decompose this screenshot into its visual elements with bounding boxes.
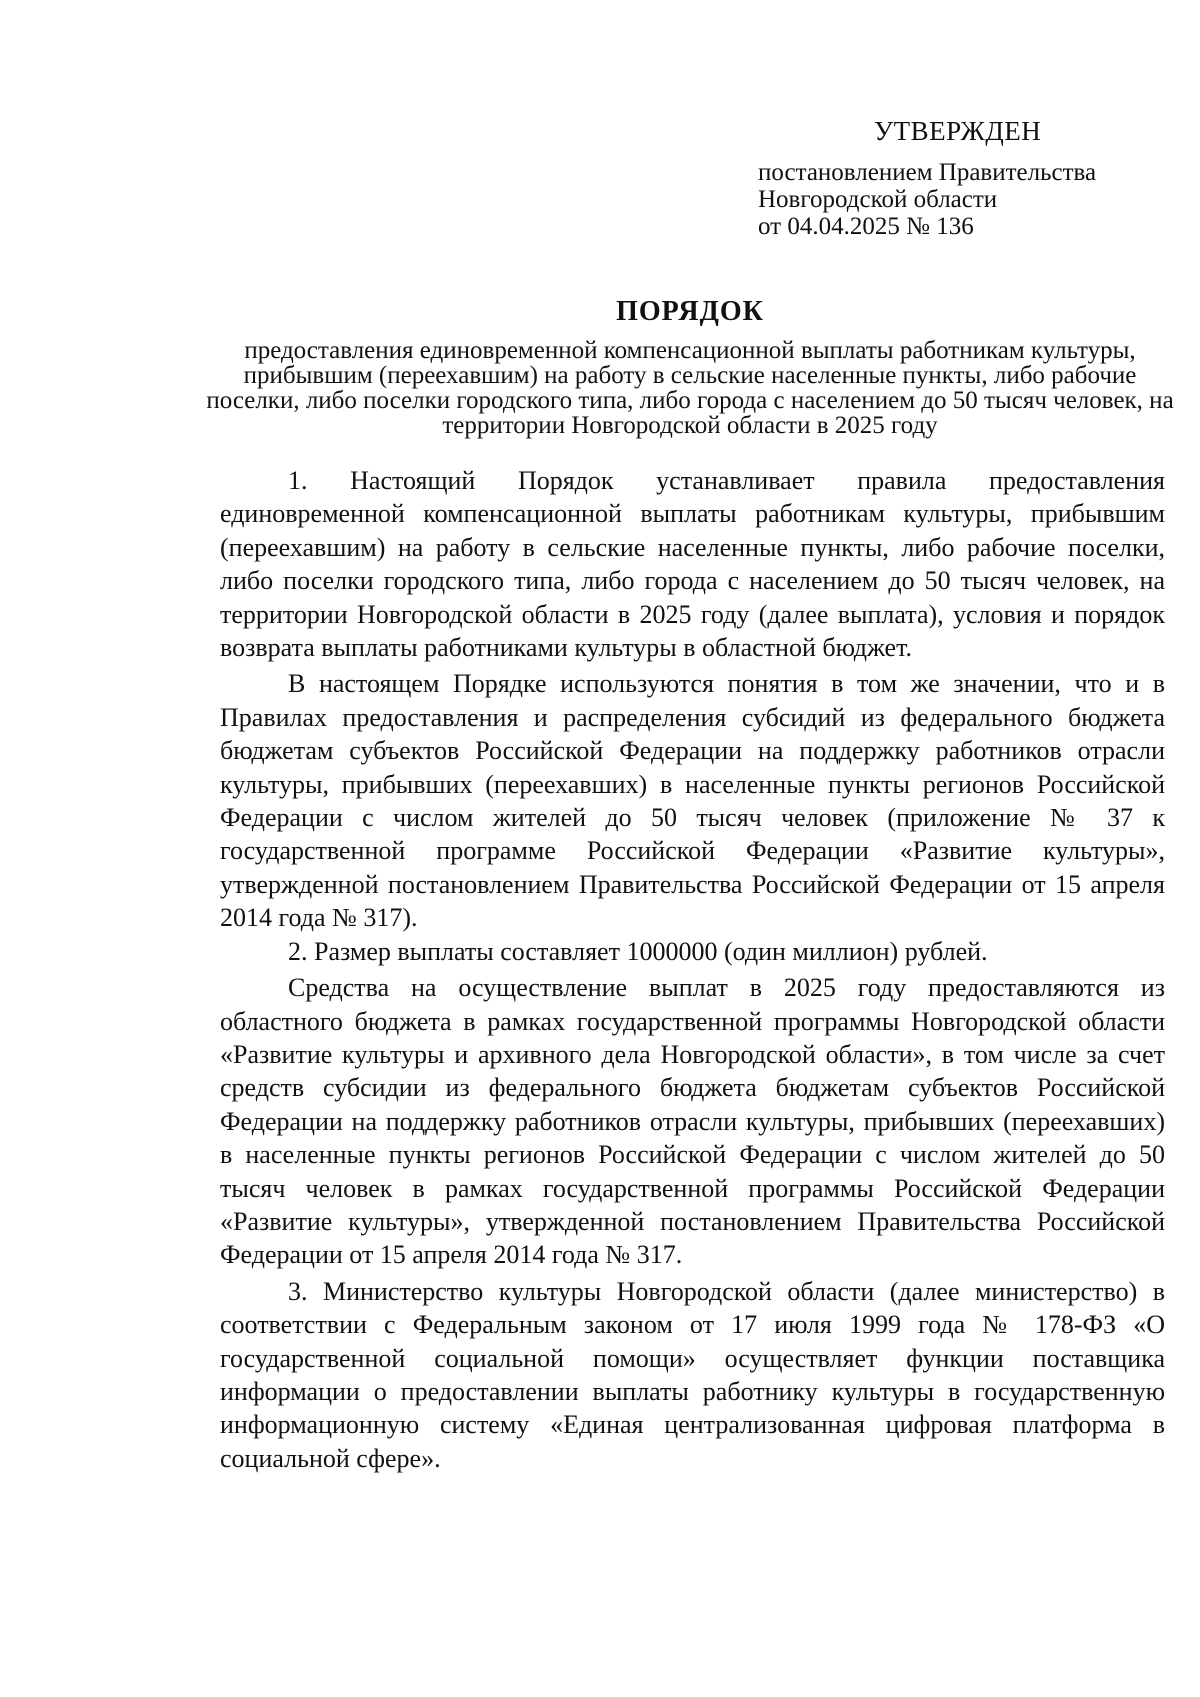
approval-line-3: от 04.04.2025 № 136	[758, 213, 974, 240]
paragraph-3: 2. Размер выплаты составляет 1000000 (один миллион) рублей.	[288, 936, 988, 966]
paragraph-5: 3. Министерство культуры Новгородской области (далее министерство) в соответствии с Федеральным законом от 17 июля 1999 года № 178-ФЗ «О государственной социальной помощи» осуществляет функции поставщика информации о предоставлении выплаты работнику культуры в государственную информационную систему «Единая централизованная цифровая платформа в социальной сфере».	[220, 1276, 1165, 1473]
document-body	[220, 464, 1165, 1475]
document-title: ПОРЯДОК	[616, 296, 764, 327]
approval-title: УТВЕРЖДЕН	[874, 116, 1042, 146]
paragraph-1: 1. Настоящий Порядок устанавливает правила предоставления единовременной компенсационной выплаты работникам культуры, прибывшим (переехавшим) на работу в сельские населенные пункты, либо рабочие поселки, либо поселки городского типа, либо города с населением до 50 тысяч человек, на территории Новгородской области в 2025 году (далее выплата), условия и порядок возврата выплаты работниками культуры в областной бюджет.	[220, 466, 1165, 663]
approval-stamp	[758, 118, 1158, 240]
approval-line-1: постановлением Правительства	[758, 159, 1097, 186]
document-subtitle: предоставления единовременной компенсационной выплаты работникам культуры, прибывшим (переехавшим) на работу в сельские населенные пункты, либо рабочие поселки, либо поселки городского типа, либо города с населением до 50 тысяч человек, на территории Новгородской области в 2025 году	[206, 337, 1174, 439]
paragraph-2: В настоящем Порядке используются понятия в том же значении, что и в Правилах предоставления и распределения субсидий из федерального бюджета бюджетам субъектов Российской Федерации на поддержку работников отрасли культуры, прибывших (переехавших) в населенные пункты регионов Российской Федерации с числом жителей до 50 тысяч человек (приложение № 37 к государственной программе Российской Федерации «Развитие культуры», утвержденной постановлением Правительства Российской Федерации от 15 апреля 2014 года № 317).	[220, 669, 1165, 933]
approval-line-2: Новгородской области	[758, 186, 998, 213]
paragraph-4: Средства на осуществление выплат в 2025 году предоставляются из областного бюджета в рамках государственной программы Новгородской области «Развитие культуры и архивного дела Новгородской области», в том числе за счет средств субсидии из федерального бюджета бюджетам субъектов Российской Федерации на поддержку работников отрасли культуры, прибывших (переехавших) в населенные пункты регионов Российской Федерации с числом жителей до 50 тысяч человек в рамках государственной программы Российской Федерации «Развитие культуры», утвержденной постановлением Правительства Российской Федерации от 15 апреля 2014 года № 317.	[220, 973, 1165, 1270]
